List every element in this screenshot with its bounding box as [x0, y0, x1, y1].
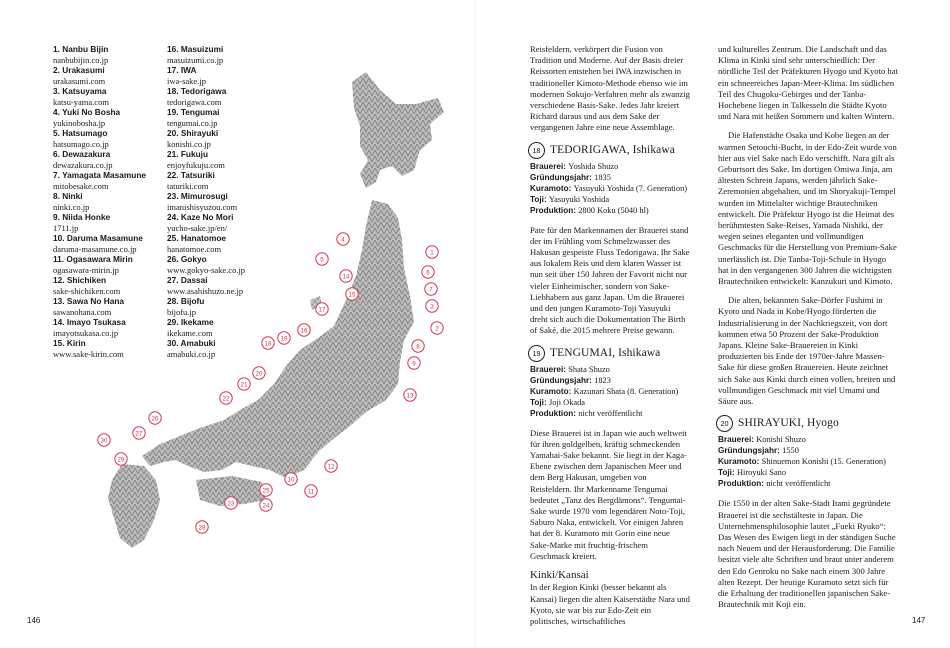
fact-value: Hiroyuki Sano [736, 468, 787, 478]
brewery-name: 1. Nanbu Bijin [53, 44, 109, 54]
map-marker-3 [426, 300, 438, 312]
svg-text:28: 28 [198, 524, 206, 532]
region-paragraph-3: Die Hafenstädte Osaka und Kobe liegen an der warmen Setouchi-Bucht, in der Edo-Zeit wurde von hier aus viel Sake nach Edo verschifft. Nara gilt als Geburtsort des Sake. Im dortigen Omiwa Jinja, am ältesten Schrein Japans, werden jährlich Sake-Zeremonien abgehalten, und im Shoryakuji-Tempel wurden im Mittelalter wichtige Brautechniken entwickelt. Die Präfektur Hyogo ist die Heimat des berühmtesten Sake-Reises, Yamada Nishiki, der wegen seines eleganten und vollmundigen Geschmacks für die Herstellung von Premium-Sake unerlässlich ist. Die Tanba-Toji-Schule in Hyogo hat in den vergangenen 300 Jahren die wichtigsten Brautechniken entwickelt: Kanzukuri und Kimoto. [718, 130, 897, 287]
map-marker-9 [408, 357, 420, 369]
map-marker-12 [325, 460, 337, 472]
svg-text:20: 20 [255, 370, 263, 378]
brewery-list-item [53, 275, 163, 296]
brewery-list-item [167, 233, 287, 254]
map-marker-29 [115, 453, 127, 465]
brewery-url: enjoyfukuju.com [167, 159, 225, 170]
brewery-name: 19. Tengumai [167, 107, 220, 117]
map-marker-11 [305, 485, 317, 497]
region-heading: Kinki/Kansai [530, 569, 589, 582]
map-marker-16 [298, 324, 310, 336]
region-paragraph-4: Die alten, bekannten Sake-Dörfer Fushimi in Kyoto und Nada in Kobe/Hyogo förderten die Industrialisierung in der Nachkriegszeit, von dort kommen etwa 50 Prozent der Sake-Produktion Japans. Kleine Sake-Brauereien in Kinki produzierten bis Ende der 1970er-Jahre Massen-Sake für diese großen Brauereien. Heute zeichnet sich Sake aus Kinki durch einen vollen, breiten und vollmundigen Geschmack mit viel Umami und Säure aus. [718, 295, 896, 407]
brewery-url: 1711.jp [53, 222, 79, 233]
brewery-list-item [167, 338, 287, 359]
entry-number-badge: 18 [528, 142, 545, 159]
fact-key: Kuramoto: [530, 183, 574, 193]
fact-key: Brauerei: [718, 435, 757, 445]
brewery-name: 7. Yamagata Masamune [53, 170, 147, 180]
map-marker-23 [225, 497, 237, 509]
brewery-name: 3. Katsuyama [53, 86, 107, 96]
brewery-url: sawanohana.com [53, 306, 112, 317]
brewery-list-item [53, 170, 163, 191]
brewery-list-item [53, 338, 163, 359]
svg-text:13: 13 [406, 392, 414, 400]
region-paragraph-2: und kulturelles Zentrum. Die Landschaft und das Klima in Kinki sind sehr unterschiedlich: Der nördliche Teil der Präfekturen Hyogo und Kyoto hat ein schneereiches Japan-Meer-Klima. Im südlichen Teil des Chugoku-Gebirges und der Tanba-Hochebene liegen in Talkesseln die Städte Kyoto und Nara mit heißen Sommern und kalten Wintern. [718, 44, 898, 122]
fact-value: nicht veröffentlicht [766, 479, 831, 489]
fact-line [530, 172, 690, 183]
brewery-list-column-2 [167, 44, 287, 359]
fact-value: Joji Okada [548, 397, 586, 407]
brewery-url: urakasumi.com [53, 75, 106, 86]
svg-text:26: 26 [151, 415, 159, 423]
brewery-list-item [53, 44, 163, 65]
map-marker-2 [431, 322, 443, 334]
brewery-url: sake-shichiken.com [53, 285, 121, 296]
svg-text:12: 12 [327, 463, 335, 471]
map-marker-5 [316, 253, 328, 265]
map-marker-24 [260, 499, 272, 511]
fact-line [530, 364, 690, 375]
map-marker-26 [149, 412, 161, 424]
brewery-list-item [53, 317, 163, 338]
intro-paragraph: Reisfeldern, verkörpert die Fusion von Tradition und Moderne. Auf der Basis dreier Reissorten entstehen bei IWA inzwischen in traditioneller Kimoto-Methode ebenso wie im modernen Sokujo-Verfahren mehr als zwanzig verschiedene Basis-Sake. Jedes Jahr kreiert Richard daraus und aus dem Sake der vergangenen Jahre eine neue Assemblage. [530, 44, 690, 133]
brewery-name: 22. Tatsuriki [167, 170, 215, 180]
svg-text:17: 17 [318, 306, 326, 314]
svg-text:15: 15 [348, 291, 356, 299]
map-marker-14 [340, 270, 352, 282]
fact-line [718, 478, 898, 489]
map-marker-20 [253, 367, 265, 379]
brewery-list-item [167, 275, 287, 296]
svg-text:24: 24 [262, 502, 270, 510]
brewery-name: 25. Hanatomoe [167, 233, 227, 243]
map-marker-30 [98, 434, 110, 446]
brewery-url: taturiki.com [167, 180, 209, 191]
brewery-list-item [53, 86, 163, 107]
entry-facts [718, 434, 898, 489]
map-marker-13 [404, 389, 416, 401]
brewery-url: amabuki.co.jp [167, 348, 216, 359]
brewery-url: yucho-sake.jp/en/ [167, 222, 228, 233]
fact-key: Produktion: [530, 205, 579, 215]
fact-line [718, 467, 898, 478]
region-paragraph-1: In der Region Kinki (besser bekannt als Kansai) liegen die alten Kaiserstädte Nara und Kyoto, sie war bis zur Edo-Zeit ein politisches, wirtschaftliches [530, 582, 690, 626]
brewery-name: 8. Ninki [53, 191, 83, 201]
fact-value: 1823 [594, 375, 611, 385]
svg-text:1: 1 [430, 249, 434, 257]
fact-value: 1835 [594, 172, 611, 182]
svg-text:7: 7 [429, 286, 433, 294]
brewery-name: 10. Daruma Masamune [53, 233, 143, 243]
map-marker-6 [422, 266, 434, 278]
brewery-name: 18. Tedorigawa [167, 86, 227, 96]
kyushu-landmass [108, 464, 160, 548]
brewery-url: hanatomoe.com [167, 243, 222, 254]
svg-text:16: 16 [300, 327, 308, 335]
fact-key: Kuramoto: [718, 457, 762, 467]
brewery-list-item [167, 296, 287, 317]
brewery-list-item [53, 128, 163, 149]
map-marker-15 [346, 288, 358, 300]
fact-value: Shata Shuzo [568, 364, 610, 374]
map-marker-4 [337, 233, 349, 245]
brewery-list-item [53, 212, 163, 233]
brewery-name: 24. Kaze No Mori [167, 212, 234, 222]
fact-value: nicht veröffentlicht [578, 408, 643, 418]
brewery-url: dewazakura.co.jp [53, 159, 113, 170]
fact-line [718, 456, 898, 467]
brewery-name: 28. Bijofu [167, 296, 205, 306]
brewery-name: 5. Hatsumago [53, 128, 108, 138]
entry-title: SHIRAYUKI, Hyogo [738, 417, 839, 430]
brewery-list-item [53, 65, 163, 86]
entry-tedorigawa [530, 142, 690, 337]
map-marker-27 [133, 427, 145, 439]
fact-line [530, 194, 690, 205]
brewery-list-item [53, 296, 163, 317]
svg-text:6: 6 [426, 269, 430, 277]
brewery-name: 13. Sawa No Hana [53, 296, 125, 306]
hokkaido-landmass [352, 72, 444, 188]
brewery-name: 15. Kirin [53, 338, 86, 348]
map-marker-25 [260, 484, 272, 496]
brewery-url: bijofu.jp [167, 306, 197, 317]
entry-facts [530, 161, 690, 216]
svg-text:4: 4 [341, 236, 345, 244]
brewery-name: 20. Shirayuki [167, 128, 219, 138]
svg-text:8: 8 [416, 343, 420, 351]
brewery-url: ninki.co.jp [53, 201, 90, 212]
brewery-url: tengumai.co.jp [167, 117, 218, 128]
brewery-name: 2. Urakasumi [53, 65, 105, 75]
svg-text:11: 11 [307, 488, 315, 496]
brewery-list-item [167, 254, 287, 275]
text-column-2 [718, 44, 898, 618]
fact-value: Kazunari Shata (8. Generation) [573, 386, 679, 396]
page-number-right: 147 [912, 616, 926, 625]
fact-line [530, 386, 690, 397]
svg-text:25: 25 [262, 487, 270, 495]
fact-line [530, 397, 690, 408]
svg-text:9: 9 [412, 360, 416, 368]
map-marker-28 [196, 521, 208, 533]
brewery-url: katsu-yama.com [53, 96, 109, 107]
brewery-url: ogasawara-mirin.jp [53, 264, 119, 275]
svg-text:14: 14 [342, 273, 350, 281]
brewery-name: 9. Niida Honke [53, 212, 111, 222]
fact-key: Gründungsjahr: [530, 375, 595, 385]
brewery-list-item [167, 170, 287, 191]
brewery-list-column-1 [53, 44, 163, 359]
text-column-1 [530, 44, 690, 635]
page-number-left: 146 [27, 616, 41, 625]
svg-text:5: 5 [320, 256, 324, 264]
brewery-url: tedorigawa.com [167, 96, 222, 107]
map-marker-10 [285, 473, 297, 485]
map-marker-21 [238, 378, 250, 390]
fact-value: 2800 Koku (5040 hl) [578, 205, 649, 215]
brewery-name: 27. Dassai [167, 275, 208, 285]
brewery-list-item [167, 107, 287, 128]
fact-line [530, 375, 690, 386]
brewery-url: iwa-sake.jp [167, 75, 206, 86]
brewery-url: imayotsukasa.co.jp [53, 327, 119, 338]
entry-title: TENGUMAI, Ishikawa [550, 346, 661, 359]
brewery-url: daruma-masamune.co.jp [53, 243, 137, 254]
svg-text:3: 3 [430, 303, 434, 311]
svg-text:2: 2 [435, 325, 439, 333]
brewery-list-item [167, 65, 287, 86]
brewery-name: 23. Mimurosugi [167, 191, 228, 201]
fact-value: Konishi Shuzo [756, 435, 806, 445]
svg-text:23: 23 [227, 500, 235, 508]
entry-text: Die 1550 in der alten Sake-Stadt Itami gegründete Brauerei ist die sechstälteste in Japan. Die Unternehmensphilosophie lautet „Fueki Ryuko“: Das Wesen des Ewigen liegt in der ständigen Suche nach Neuem und der Herausforderung. Die Familie besitzt viele alte Schriften und braut unter anderem den Edo Genroku no Sake nach einem 300 Jahre alten Rezept. Der heutige Kuramoto setzt sich für die Erhaltung der traditionellen japanischen Sake-Brautechnik mit Koji ein. [718, 498, 896, 610]
brewery-name: 14. Imayo Tsukasa [53, 317, 126, 327]
brewery-url: imanishisyuzou.com [167, 201, 238, 212]
brewery-url: yukinobosha.jp [53, 117, 106, 128]
fact-key: Produktion: [530, 408, 579, 418]
brewery-url: www.asahishuzo.ne.jp [167, 285, 244, 296]
brewery-name: 30. Amabuki [167, 338, 216, 348]
brewery-list-item [167, 149, 287, 170]
fact-line [530, 205, 690, 216]
svg-text:27: 27 [135, 430, 143, 438]
brewery-url: mitobesake.com [53, 180, 109, 191]
fact-line [530, 408, 690, 419]
map-marker-1 [426, 246, 438, 258]
fact-key: Gründungsjahr: [530, 172, 595, 182]
entry-text: Pate für den Markennamen der Brauerei stand der im Frühling vom Schmelzwasser des Hakusan gespeiste Fluss Tedorigawa. Ihr Sake aus lokalem Reis und dem klaren Wasser ist nun seit über 150 Jahren der Favorit nicht nur vieler Einheimischer, sondern von Sake-Liebhabern aus ganz Japan. Um die Brauerei und den jungen Kuramoto-Toji Yasuyuki dreht sich auch die Dokumentation The Birth of Saké, die 2015 mehrere Preise gewann. [530, 224, 690, 336]
brewery-name: 16. Masuizumi [167, 44, 224, 54]
fact-value: Yasuyuki Yoshida (7. Generation) [573, 183, 688, 193]
entry-text: Diese Brauerei ist in Japan wie auch weltweit für ihren goldgelben, kräftig schmeckenden Yamahai-Sake bekannt. Sie liegt in der Kaga-Ebene zwischen dem Japanischen Meer und dem Berg Hakusan, umgeben von Reisfeldern. Ihr Markenname Tengumai bedeutet „Tanz des Bergdämons“. Tengumai-Sake wurde 1970 vom legendären Noto-Toji, Saburo Naka, entwickelt. Vor einigen Jahren hat der 8. Kuramoto mit Gorin eine neue Sake-Marke mit fruchtig-frischem Geschmack kreiert. [530, 427, 687, 561]
brewery-list-item [167, 44, 287, 65]
fact-line [718, 434, 898, 445]
fact-line [718, 445, 898, 456]
brewery-list-item [53, 107, 163, 128]
svg-text:18: 18 [264, 340, 272, 348]
brewery-url: nanbubijin.co.jp [53, 54, 109, 65]
brewery-url: masuizumi.co.jp [167, 54, 224, 65]
svg-text:19: 19 [280, 335, 288, 343]
fact-key: Brauerei: [530, 161, 569, 171]
map-marker-7 [425, 283, 437, 295]
fact-line [530, 183, 690, 194]
brewery-list-item [167, 317, 287, 338]
svg-text:10: 10 [287, 476, 295, 484]
brewery-list-item [53, 254, 163, 275]
brewery-list-item [53, 149, 163, 170]
fact-key: Toji: [530, 397, 549, 407]
fact-value: Yoshida Shuzo [568, 161, 619, 171]
fact-key: Toji: [718, 468, 737, 478]
map-marker-8 [412, 340, 424, 352]
brewery-url: www.gokyo-sake.co.jp [167, 264, 246, 275]
brewery-list-item [167, 128, 287, 149]
svg-text:30: 30 [100, 437, 108, 445]
brewery-name: 11. Ogasawara Mirin [53, 254, 133, 264]
svg-text:29: 29 [117, 456, 125, 464]
entry-title: TEDORIGAWA, Ishikawa [550, 143, 675, 156]
fact-key: Kuramoto: [530, 386, 574, 396]
brewery-url: hatsumago.co.jp [53, 138, 109, 149]
entry-shirayuki [718, 415, 898, 610]
svg-text:22: 22 [222, 395, 230, 403]
entry-number-badge: 19 [528, 345, 545, 362]
fact-key: Produktion: [718, 479, 767, 489]
entry-facts [530, 364, 690, 419]
brewery-list-item [53, 233, 163, 254]
brewery-name: 6. Dewazakura [53, 149, 111, 159]
map-marker-17 [316, 303, 328, 315]
brewery-list-item [53, 191, 163, 212]
fact-line [530, 161, 690, 172]
brewery-name: 12. Shichiken [53, 275, 107, 285]
fact-key: Brauerei: [530, 364, 569, 374]
fact-key: Gründungsjahr: [718, 446, 783, 456]
brewery-name: 4. Yuki No Bosha [53, 107, 121, 117]
map-marker-22 [220, 392, 232, 404]
fact-value: Shinuemon Konishi (15. Generation) [761, 457, 886, 467]
entry-tengumai [530, 345, 690, 562]
fact-value: Yasuyuki Yoshida [548, 194, 610, 204]
svg-text:21: 21 [240, 381, 248, 389]
brewery-list-item [167, 191, 287, 212]
brewery-name: 17. IWA [167, 65, 197, 75]
brewery-name: 29. Ikekame [167, 317, 214, 327]
brewery-url: konishi.co.jp [167, 138, 211, 149]
brewery-name: 21. Fukuju [167, 149, 209, 159]
brewery-url: www.sake-kirin.com [53, 348, 124, 359]
brewery-list-item [167, 86, 287, 107]
brewery-url: ikekame.com [167, 327, 213, 338]
brewery-list-item [167, 212, 287, 233]
fact-value: 1550 [782, 446, 799, 456]
fact-key: Toji: [530, 194, 549, 204]
brewery-name: 26. Gokyo [167, 254, 207, 264]
entry-number-badge: 20 [716, 415, 733, 432]
